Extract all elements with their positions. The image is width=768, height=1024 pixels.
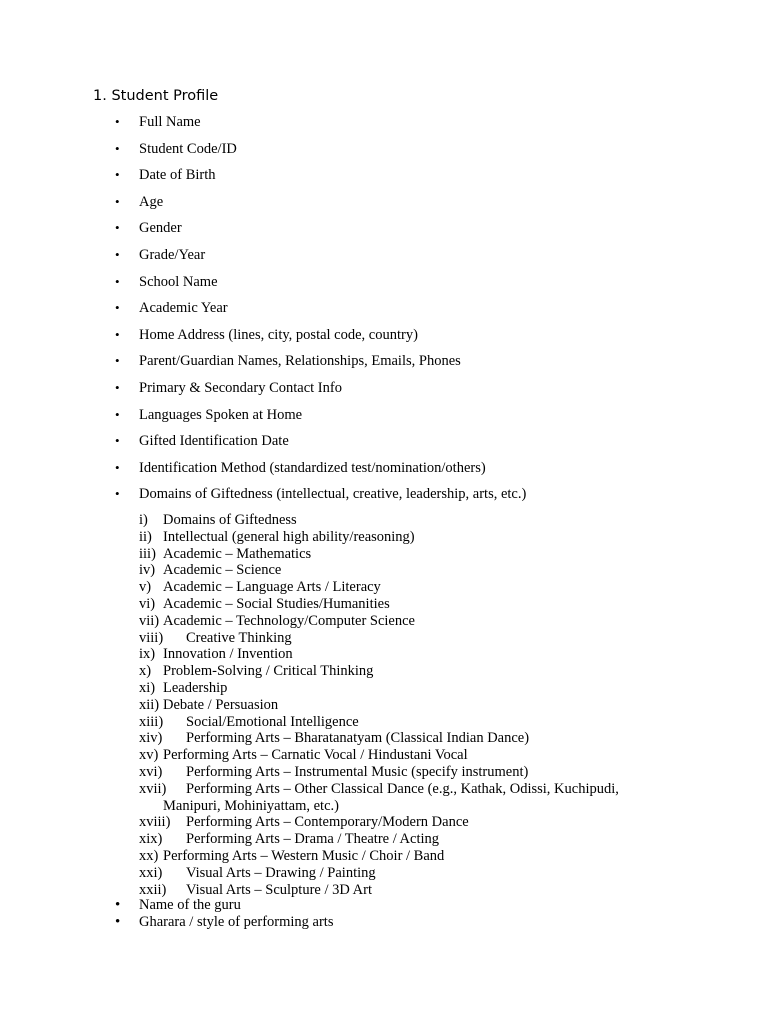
domain-item [0,596,768,613]
domain-label: Debate / Persuasion [163,696,279,713]
profile-field-item [0,458,768,485]
bullet-icon: • [115,379,120,395]
domain-label: Intellectual (general high ability/reasoning) [163,528,415,545]
domain-label: Academic – Technology/Computer Science [163,612,415,629]
domain-label: Academic – Language Arts / Literacy [163,579,381,596]
bullet-icon: • [115,246,120,262]
domain-item [0,714,768,731]
bullet-icon: • [115,353,120,369]
domain-number: xxii) [139,881,167,898]
bullet-icon: • [115,459,120,475]
profile-field-label: Home Address (lines, city, postal code, country) [139,326,418,343]
profile-field-item [0,139,768,166]
domain-label: Performing Arts – Contemporary/Modern Dance [186,814,469,831]
domain-item [0,747,768,764]
domain-number: v) [139,579,152,596]
domain-number: xi) [139,679,156,696]
bullet-icon: • [115,897,121,913]
profile-field-item [0,245,768,272]
profile-field-item [0,351,768,378]
profile-field-item [0,431,768,458]
profile-field-item [0,298,768,325]
domain-number: xv) [139,747,159,764]
profile-field-item [0,325,768,352]
bullet-icon: • [115,114,120,129]
profile-field-label: Full Name [139,114,201,130]
domain-item [0,630,768,647]
profile-field-label: Grade/Year [139,246,206,263]
bullet-icon: • [115,140,120,156]
domain-label: Creative Thinking [186,629,292,646]
domain-number: xiii) [139,713,164,730]
additional-field-item [0,914,768,931]
profile-field-item [0,272,768,299]
profile-field-label: Student Code/ID [139,140,237,157]
domain-number: xvi) [139,763,163,780]
profile-field-label: Age [139,193,164,210]
domain-number: xvii) [139,780,167,797]
domain-item [0,646,768,663]
bullet-icon: • [115,220,120,236]
domain-item [0,848,768,865]
domain-label: Performing Arts – Western Music / Choir / Band [163,847,445,864]
bullet-icon: • [115,273,120,289]
profile-field-list [0,112,768,511]
additional-field-list [0,897,768,931]
domain-label: Problem-Solving / Critical Thinking [163,663,374,680]
domain-item [0,680,768,697]
domain-item [0,781,768,815]
domain-number: iii) [139,545,156,562]
domain-label: Performing Arts – Instrumental Music (specify instrument) [186,763,529,780]
profile-field-label: Parent/Guardian Names, Relationships, Emails, Phones [139,353,461,370]
profile-field-label: Primary & Secondary Contact Info [139,379,342,396]
domain-label: Visual Arts – Drawing / Painting [186,864,376,881]
bullet-icon: • [115,406,120,422]
domain-label: Academic – Mathematics [163,545,312,562]
domain-item [0,512,768,529]
domain-item [0,814,768,831]
domain-label: Innovation / Invention [163,646,293,663]
domain-number: xix) [139,831,163,848]
profile-field-item [0,218,768,245]
domain-label: Social/Emotional Intelligence [186,713,359,730]
domain-item [0,663,768,680]
domain-number: vii) [139,612,160,629]
additional-field-label: Gharara / style of performing arts [139,913,334,930]
domain-item [0,764,768,781]
profile-field-label: Identification Method (standardized test/nomination/others) [139,459,486,476]
domain-item [0,613,768,630]
bullet-icon: • [115,486,120,502]
domain-item [0,831,768,848]
profile-field-item [0,112,768,139]
domain-number: xxi) [139,864,163,881]
giftedness-domain-list [0,512,768,898]
domain-number: x) [139,663,152,680]
domain-number: xviii) [139,814,171,831]
profile-field-item [0,378,768,405]
domain-item [0,529,768,546]
domain-label: Visual Arts – Sculpture / 3D Art [186,881,373,898]
domain-number: iv) [139,562,156,579]
domain-item [0,697,768,714]
domain-number: ix) [139,646,156,663]
section-heading: 1. Student Profile [93,88,219,104]
domain-label: Performing Arts – Carnatic Vocal / Hindustani Vocal [163,747,468,764]
domain-item [0,730,768,747]
profile-field-item [0,192,768,219]
bullet-icon: • [115,433,120,449]
profile-field-item [0,165,768,192]
additional-field-item [0,897,768,914]
domain-item [0,882,768,899]
domain-label: Academic – Science [163,562,282,579]
bullet-icon: • [115,167,120,183]
domain-label: Academic – Social Studies/Humanities [163,595,390,612]
bullet-icon: • [115,193,120,209]
profile-field-label: School Name [139,273,218,290]
profile-field-label: Date of Birth [139,167,216,184]
domain-number: i) [139,512,148,528]
profile-field-item [0,405,768,432]
domain-item [0,865,768,882]
domain-label: Leadership [163,679,228,696]
domain-number: vi) [139,595,156,612]
bullet-icon: • [115,300,120,316]
domain-label: Performing Arts – Other Classical Dance (e.g., Kathak, Odissi, Kuchipudi, Manipuri, Mohiniyattam, etc.) [163,780,619,814]
profile-field-label: Gifted Identification Date [139,433,289,450]
domain-number: xx) [139,847,159,864]
profile-field-label: Academic Year [139,300,228,317]
bullet-icon: • [115,913,121,930]
additional-field-label: Name of the guru [139,897,241,913]
domain-number: xiv) [139,730,163,747]
profile-field-label: Languages Spoken at Home [139,406,303,423]
profile-field-label: Domains of Giftedness (intellectual, creative, leadership, arts, etc.) [139,486,527,503]
domain-label: Performing Arts – Drama / Theatre / Acting [186,831,440,848]
profile-field-item [0,484,768,511]
profile-field-label: Gender [139,220,182,237]
domain-number: xii) [139,696,160,713]
domain-item [0,579,768,596]
domain-label: Domains of Giftedness [163,512,297,528]
domain-item [0,546,768,563]
domain-item [0,562,768,579]
domain-number: viii) [139,629,164,646]
domain-number: ii) [139,528,152,545]
bullet-icon: • [115,326,120,342]
domain-label: Performing Arts – Bharatanatyam (Classical Indian Dance) [186,730,530,747]
